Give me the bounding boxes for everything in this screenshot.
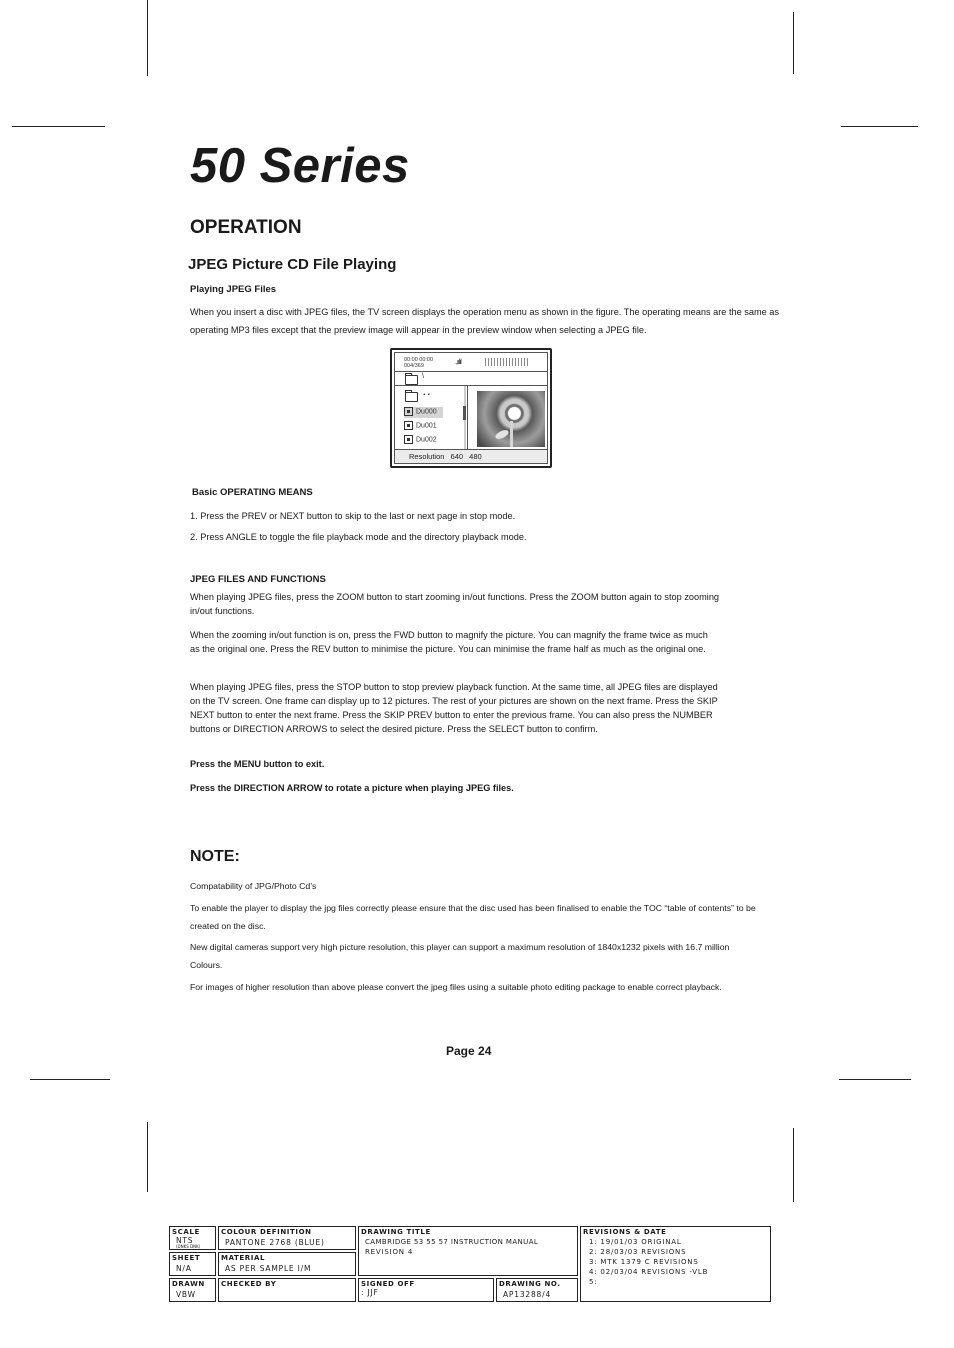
file-name: Du002 bbox=[416, 436, 437, 444]
crop-mark bbox=[839, 1079, 911, 1080]
image-file-icon bbox=[404, 435, 413, 444]
basic-item: 1. Press the PREV or NEXT button to skip to the last or next page in stop mode. bbox=[190, 511, 516, 521]
resolution-height: 480 bbox=[469, 452, 482, 461]
colour-label: COLOUR DEFINITION bbox=[221, 1228, 312, 1236]
crop-mark bbox=[841, 126, 918, 127]
sheet-label: SHEET bbox=[172, 1254, 201, 1262]
note-line: created on the disc. bbox=[190, 921, 266, 931]
scale-value: NTS bbox=[176, 1236, 194, 1245]
figure-track-line: 004/369 bbox=[404, 363, 424, 369]
page-number: Page 24 bbox=[446, 1044, 492, 1058]
crop-mark bbox=[12, 126, 105, 127]
jpeg-menu-figure bbox=[390, 348, 552, 468]
scale-cell bbox=[169, 1226, 216, 1250]
functions-text-line: on the TV screen. One frame can display up to 12 pictures. The rest of your pictures are shown on the next frame. Press the SKIP bbox=[190, 696, 718, 706]
scale-note: (DNKS DNK) bbox=[176, 1244, 201, 1249]
resolution-bar bbox=[395, 449, 547, 463]
revisions-label: REVISIONS & DATE bbox=[583, 1228, 667, 1236]
revision-entry: 3: MTK 1379 C REVISIONS bbox=[589, 1258, 699, 1266]
drawn-value: VBW bbox=[176, 1290, 196, 1299]
file-item bbox=[404, 435, 437, 446]
functions-text-line: When the zooming in/out function is on, press the FWD button to magnify the picture. You can magnify the frame twice as much bbox=[190, 630, 708, 640]
material-label: MATERIAL bbox=[221, 1254, 266, 1262]
drawing-title-label: DRAWING TITLE bbox=[361, 1228, 431, 1236]
signal-icon: .,ıılıl bbox=[455, 359, 461, 366]
crop-mark bbox=[793, 1128, 794, 1202]
revision-entry: 2: 28/03/03 REVISIONS bbox=[589, 1248, 687, 1256]
colour-cell bbox=[218, 1226, 356, 1250]
functions-title: JPEG FILES AND FUNCTIONS bbox=[190, 574, 326, 585]
revision-entry: 4: 02/03/04 REVISIONS -VLB bbox=[589, 1268, 709, 1276]
preview-image bbox=[477, 391, 545, 447]
figure-status-bar bbox=[395, 353, 547, 372]
drawing-no-label: DRAWING NO. bbox=[499, 1280, 561, 1288]
revisions-cell bbox=[580, 1226, 771, 1302]
file-item-selected bbox=[404, 407, 443, 418]
level-meter-icon bbox=[485, 358, 530, 366]
checked-cell bbox=[218, 1278, 356, 1302]
functions-text-line: NEXT button to enter the next frame. Press the SKIP PREV button to enter the previous frame. You can also press the NUMBER bbox=[190, 710, 713, 720]
image-file-icon bbox=[404, 407, 413, 416]
folder-icon bbox=[405, 375, 418, 385]
signed-value: : JJF bbox=[361, 1288, 379, 1297]
folder-icon bbox=[405, 392, 418, 402]
drawing-no-value: AP13288/4 bbox=[503, 1290, 552, 1299]
parent-dir-label: .. bbox=[423, 387, 433, 397]
resolution-label: Resolution bbox=[409, 452, 445, 461]
checked-label: CHECKED BY bbox=[221, 1280, 277, 1288]
figure-path: \ bbox=[422, 373, 424, 380]
revision-entry: 5: bbox=[589, 1278, 598, 1286]
drawn-cell bbox=[169, 1278, 216, 1302]
drawing-revision-value: REVISION 4 bbox=[365, 1248, 414, 1256]
figure-file-list bbox=[395, 386, 468, 450]
resolution-width: 640 bbox=[450, 452, 464, 461]
brand-title: 50 Series bbox=[190, 139, 410, 193]
functions-text-line: in/out functions. bbox=[190, 606, 255, 616]
drawing-title-value: CAMBRIDGE 53 55 57 INSTRUCTION MANUAL bbox=[365, 1238, 539, 1246]
figure-scroll-thumb bbox=[463, 406, 466, 420]
note-line: Colours. bbox=[190, 960, 223, 970]
figure-path-row bbox=[395, 372, 547, 386]
section-heading: OPERATION bbox=[190, 217, 302, 238]
menu-exit-instruction: Press the MENU button to exit. bbox=[190, 759, 325, 769]
note-line: Compatability of JPG/Photo Cd’s bbox=[190, 881, 317, 891]
sheet-value: N/A bbox=[176, 1264, 192, 1273]
crop-mark bbox=[147, 1122, 148, 1192]
drawing-no-cell bbox=[496, 1278, 578, 1302]
functions-text-line: When playing JPEG files, press the ZOOM button to start zooming in/out functions. Press the ZOOM button again to stop zooming bbox=[190, 592, 720, 602]
rotate-instruction: Press the DIRECTION ARROW to rotate a picture when playing JPEG files. bbox=[190, 783, 514, 793]
sheet-cell bbox=[169, 1252, 216, 1276]
note-heading: NOTE: bbox=[190, 848, 240, 865]
drawing-title-cell bbox=[358, 1226, 578, 1276]
drawn-label: DRAWN bbox=[172, 1280, 205, 1288]
section-subheading: JPEG Picture CD File Playing bbox=[188, 256, 397, 273]
file-name: Du001 bbox=[416, 422, 437, 430]
functions-text-line: buttons or DIRECTION ARROWS to select the desired picture. Press the SELECT button to confirm. bbox=[190, 724, 598, 734]
material-cell bbox=[218, 1252, 356, 1276]
note-line: New digital cameras support very high picture resolution, this player can support a maximum resolution of 1840x1232 pixels with 16.7 million bbox=[190, 942, 730, 952]
crop-mark bbox=[147, 0, 148, 76]
basic-item: 2. Press ANGLE to toggle the file playback mode and the directory playback mode. bbox=[190, 532, 527, 542]
scale-label: SCALE bbox=[172, 1228, 200, 1236]
file-item bbox=[404, 421, 437, 432]
functions-text-line: as the original one. Press the REV button to minimise the picture. You can minimise the frame half as much as the original one. bbox=[190, 644, 706, 654]
colour-value: PANTONE 2768 (BLUE) bbox=[225, 1238, 325, 1247]
figure-time-line: 00:00 00:00 bbox=[404, 357, 434, 363]
basic-title: Basic OPERATING MEANS bbox=[192, 487, 313, 498]
note-line: To enable the player to display the jpg files correctly please ensure that the disc used has been finalised to enable the TOC “table of contents” to be bbox=[190, 903, 756, 913]
playing-title: Playing JPEG Files bbox=[190, 284, 277, 295]
playing-text-line: When you insert a disc with JPEG files, the TV screen displays the operation menu as shown in the figure. The operating means are the same as bbox=[190, 307, 779, 317]
signed-label: SIGNED OFF bbox=[361, 1280, 415, 1288]
functions-text-line: When playing JPEG files, press the STOP button to stop preview playback function. At the same time, all JPEG files are displayed bbox=[190, 682, 718, 692]
file-name: Du000 bbox=[416, 408, 437, 416]
figure-time bbox=[404, 357, 433, 369]
image-file-icon bbox=[404, 421, 413, 430]
crop-mark bbox=[793, 12, 794, 74]
crop-mark bbox=[30, 1079, 110, 1080]
revision-entry: 1: 19/01/03 ORIGINAL bbox=[589, 1238, 682, 1246]
playing-text-line: operating MP3 files except that the preview image will appear in the preview window when selecting a JPEG file. bbox=[190, 325, 647, 335]
signed-cell bbox=[358, 1278, 494, 1302]
material-value: AS PER SAMPLE I/M bbox=[225, 1264, 312, 1273]
note-line: For images of higher resolution than above please convert the jpeg files using a suitable photo editing package to enable correct playback. bbox=[190, 982, 722, 992]
